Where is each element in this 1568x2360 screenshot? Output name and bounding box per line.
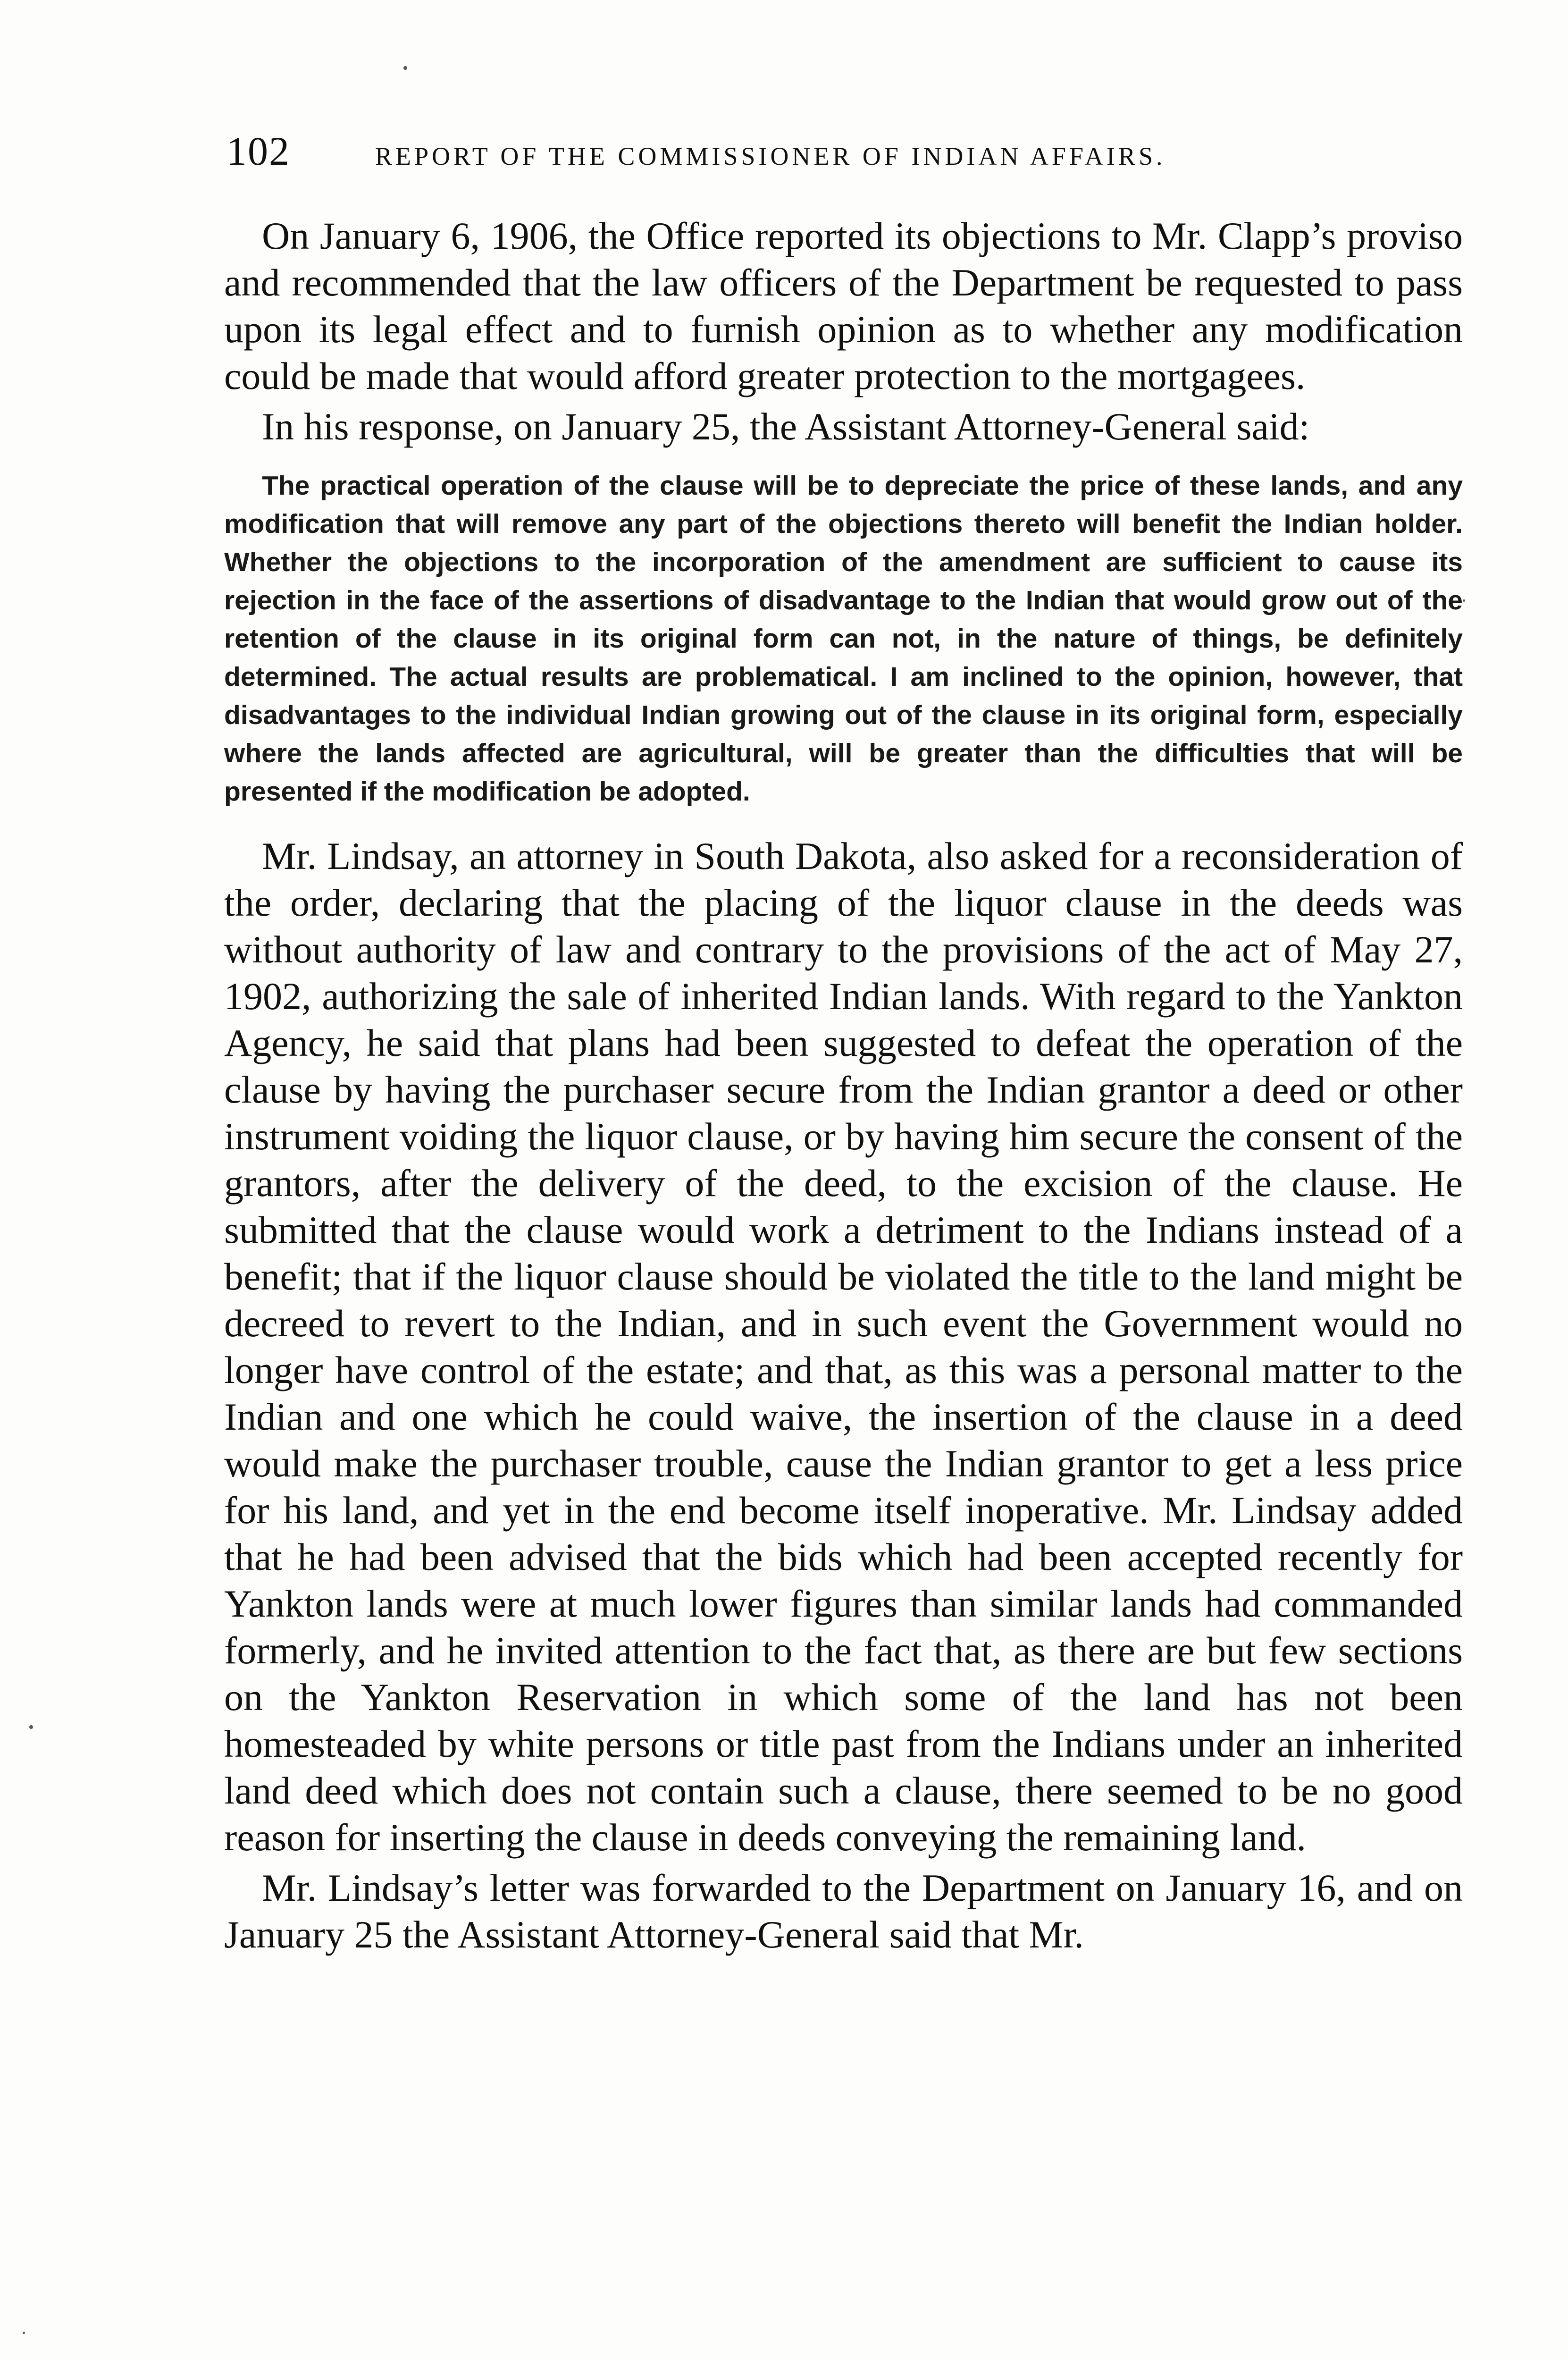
paragraph-lindsay-letter-forwarded: Mr. Lindsay’s letter was forwarded to the Department on January 16, and on January 25 the Assistant Attorney-General said that Mr. (224, 1866, 1463, 1956)
body-text (224, 212, 1463, 1958)
paragraph-office-objections: On January 6, 1906, the Office reported its objections to Mr. Clapp’s proviso and recommended that the law officers of the Department be requested to pass upon its legal effect and to furnish opinion as to whether any modification could be made that would afford greater protection to the mortgagees. (224, 214, 1463, 397)
paragraph-attorney-general-response: In his response, on January 25, the Assistant Attorney-General said: (262, 405, 1310, 448)
page-number: 102 (226, 128, 290, 174)
paragraph-lindsay-reconsideration: Mr. Lindsay, an attorney in South Dakota, also asked for a reconsideration of the order, declaring that the placing of the liquor clause in the deeds was without authority of law and contrary to the provisions of the act of May 27, 1902, authorizing the sale of inherited Indian lands. With regard to the Yankton Agency, he said that plans had been suggested to defeat the operation of the clause by having the purchaser secure from the Indian grantor a deed or other instrument voiding the liquor clause, or by having him secure the consent of the grantors, after the delivery of the deed, to the excision of the clause. He submitted that the clause would work a detriment to the Indians instead of a benefit; that if the liquor clause should be violated the title to the land might be decreed to revert to the Indian, and in such event the Government would no longer have control of the estate; and that, as this was a personal matter to the Indian and one which he could waive, the insertion of the clause in a deed would make the purchaser trouble, cause the Indian grantor to get a less price for his land, and yet in the end become itself inoperative. Mr. Lindsay added that he had been advised that the bids which had been accepted recently for Yankton lands were at much lower figures than similar lands had commanded formerly, and he invited attention to the fact that, as there are but few sections on the Yankton Reservation in which some of the land has not been homesteaded by white persons or title past from the Indians under an inherited land deed which does not contain such a clause, there seemed to be no good reason for inserting the clause in deeds conveying the remaining land. (224, 834, 1463, 1859)
page-header (226, 127, 1467, 179)
running-title: REPORT OF THE COMMISSIONER OF INDIAN AFFAIRS. (375, 142, 1166, 170)
scan-speck (29, 1725, 33, 1729)
scan-speck (1463, 599, 1465, 602)
block-quote-attorney-general: The practical operation of the clause will be to depreciate the price of these lands, and any modification that will remove any part of the objections thereto will benefit the Indian holder. Whether the objections to the incorporation of the amendment are sufficient to cause its rejection in the face of the assertions of disadvantage to the Indian that would grow out of the retention of the clause in its original form can not, in the nature of things, be definitely determined. The actual results are problematical. I am inclined to the opinion, however, that disadvantages to the individual Indian growing out of the clause in its original form, especially where the lands affected are agricultural, will be greater than the difficulties that will be presented if the modification be adopted. (224, 471, 1463, 807)
scan-speck (23, 2332, 25, 2334)
scan-speck (403, 66, 407, 70)
